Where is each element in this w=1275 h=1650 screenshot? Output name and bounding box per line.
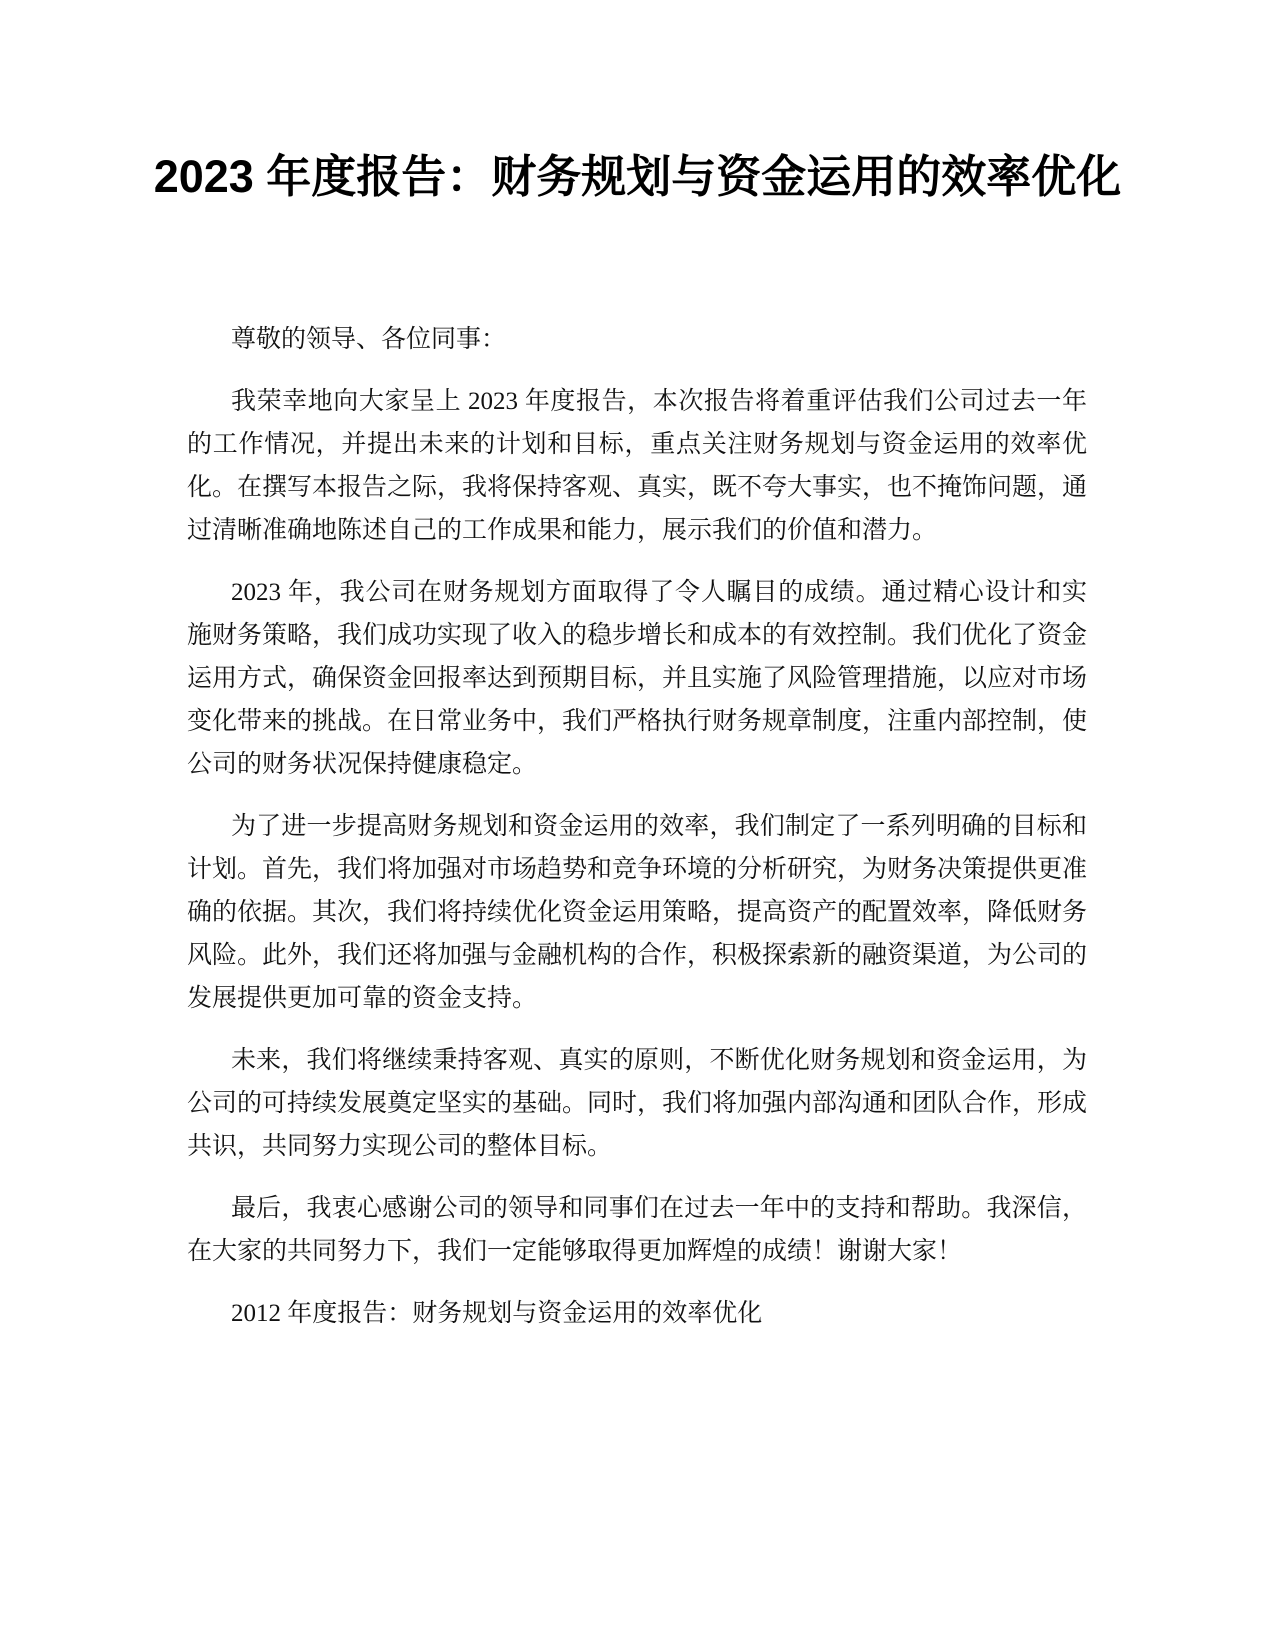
document-body	[187, 318, 1087, 1354]
paragraph-future: 未来，我们将继续秉持客观、真实的原则，不断优化财务规划和资金运用，为公司的可持续发展奠定坚实的基础。同时，我们将加强内部沟通和团队合作，形成共识，共同努力实现公司的整体目标。	[187, 1047, 1088, 1160]
paragraph-goals: 为了进一步提高财务规划和资金运用的效率，我们制定了一系列明确的目标和计划。首先，我们将加强对市场趋势和竞争环境的分析研究，为财务决策提供更准确的依据。其次，我们将持续优化资金运用策略，提高资产的配置效率，降低财务风险。此外，我们还将加强与金融机构的合作，积极探索新的融资渠道，为公司的发展提供更加可靠的资金支持。	[187, 813, 1088, 1012]
paragraph-thanks: 最后，我衷心感谢公司的领导和同事们在过去一年中的支持和帮助。我深信，在大家的共同努力下，我们一定能够取得更加辉煌的成绩！谢谢大家！	[187, 1195, 1087, 1265]
paragraph-intro: 我荣幸地向大家呈上 2023 年度报告，本次报告将着重评估我们公司过去一年的工作情况，并提出未来的计划和目标，重点关注财务规划与资金运用的效率优化。在撰写本报告之际，我将保持客观、真实，既不夸大事实，也不掩饰问题，通过清晰准确地陈述自己的工作成果和能力，展示我们的价值和潜力。	[187, 388, 1088, 544]
paragraph-footer-title: 2012 年度报告：财务规划与资金运用的效率优化	[231, 1300, 763, 1327]
paragraph-achievements: 2023 年，我公司在财务规划方面取得了令人瞩目的成绩。通过精心设计和实施财务策略，我们成功实现了收入的稳步增长和成本的有效控制。我们优化了资金运用方式，确保资金回报率达到预期目标，并且实施了风险管理措施，以应对市场变化带来的挑战。在日常业务中，我们严格执行财务规章制度，注重内部控制，使公司的财务状况保持健康稳定。	[187, 579, 1088, 778]
salutation: 尊敬的领导、各位同事：	[231, 326, 507, 353]
document-title: 2023 年度报告：财务规划与资金运用的效率优化	[153, 151, 1122, 202]
